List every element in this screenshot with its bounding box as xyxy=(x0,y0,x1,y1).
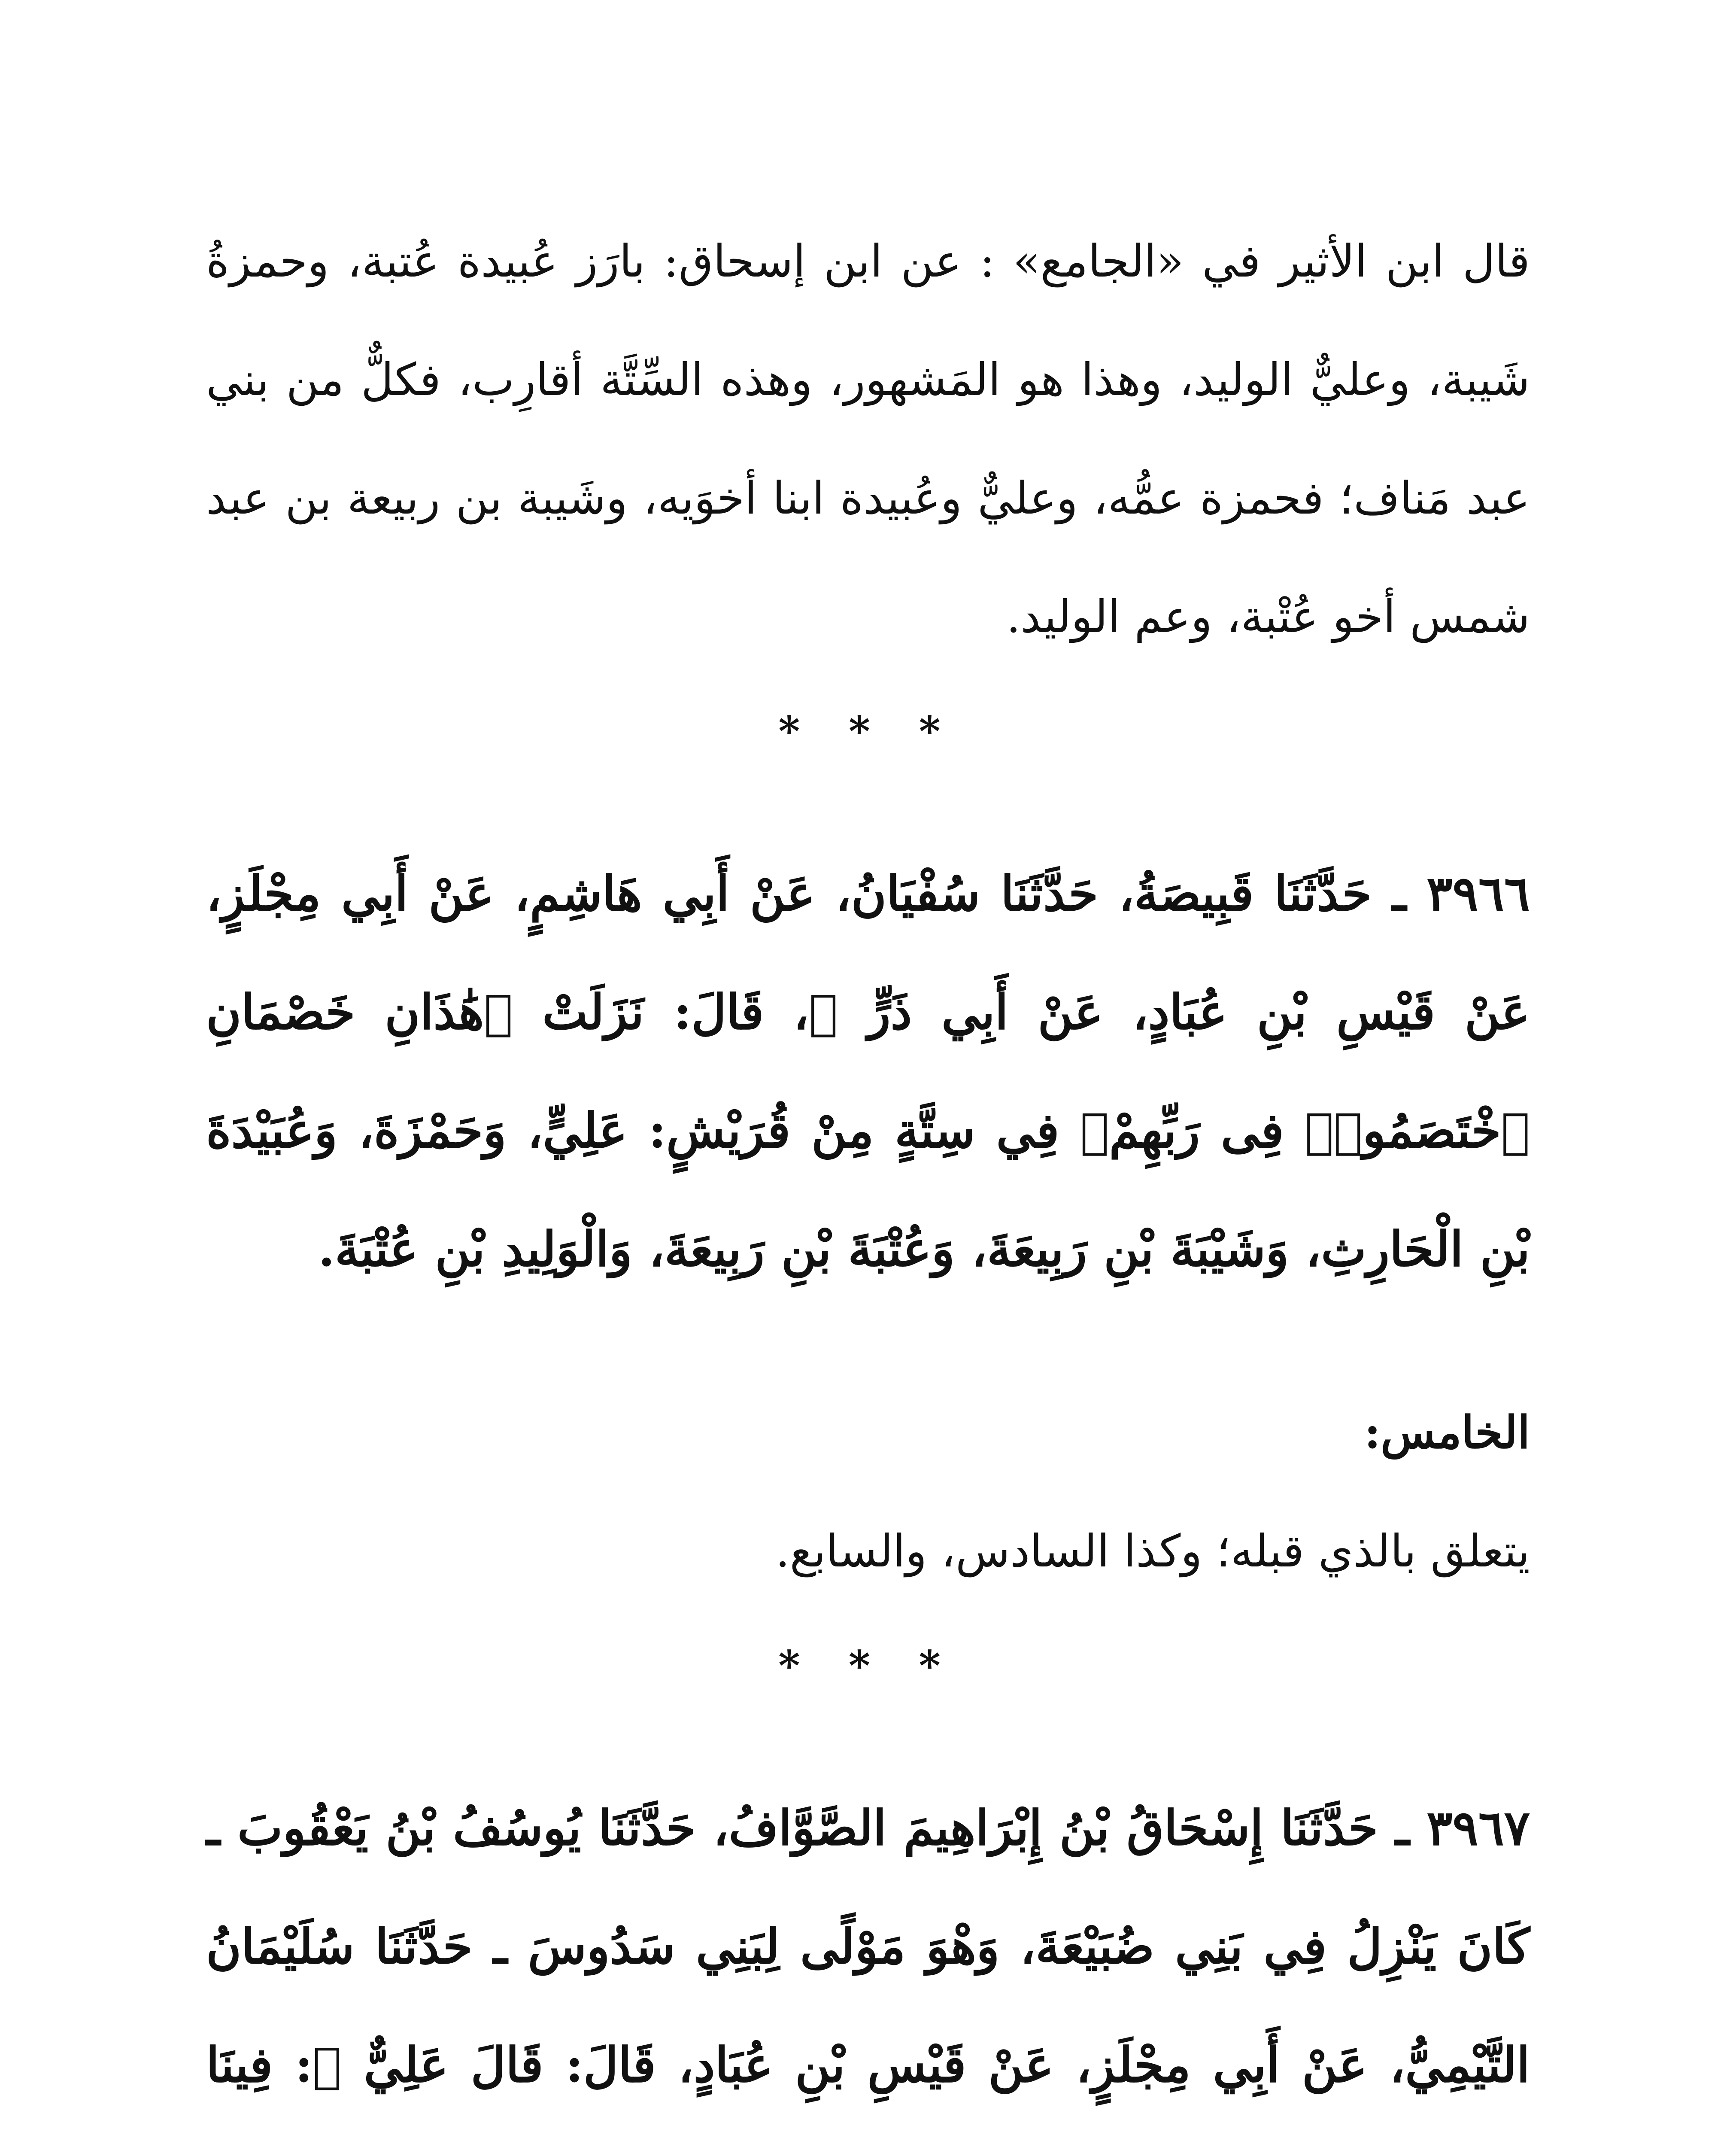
section-separator: * * * xyxy=(778,707,958,756)
fifth-text: يتعلق بالذي قبله؛ وكذا السادس، والسابع. xyxy=(775,1525,1530,1577)
page-content xyxy=(206,202,1530,2147)
hadith-3967: ٣٩٦٧ ـ حَدَّثَنَا إِسْحَاقُ بْنُ إِبْرَاهِيمَ الصَّوَّافُ، حَدَّثَنَا يُوسُفُ بْنُ يَعْقُوبَ ـ كَانَ يَنْزِلُ فِي بَنِي ضُبَيْعَةَ، وَهْوَ مَوْلًى لِبَنِي سَدُوسَ ـ حَدَّثَنَا سُلَيْمَانُ التَّيْمِيُّ، عَنْ أَبِي مِجْلَزٍ، عَنْ قَيْسِ بْنِ عُبَادٍ، قَالَ: قَالَ عَلِيٌّ ﷺ: فِينَا xyxy=(206,1800,1530,2093)
section-heading-fifth: الخامس: xyxy=(1364,1406,1530,1459)
section-separator-2: * * * xyxy=(778,1642,958,1690)
hadith-3966: ٣٩٦٦ ـ حَدَّثَنَا قَبِيصَةُ، حَدَّثَنَا سُفْيَانُ، عَنْ أَبِي هَاشِمٍ، عَنْ أَبِي مِجْلَزٍ، عَنْ قَيْسِ بْنِ عُبَادٍ، عَنْ أَبِي ذَرٍّ ﷺ، قَالَ: نَزَلَتْ ﴿هَٰذَانِ خَصْمَانِ ٱخْتَصَمُوا۟ فِى رَبِّهِمْ﴾ فِي سِتَّةٍ مِنْ قُرَيْشٍ: عَلِيٍّ، وَحَمْزَةَ، وَعُبَيْدَةَ بْنِ الْحَارِثِ، وَشَيْبَةَ بْنِ رَبِيعَةَ، وَعُتْبَةَ بْنِ رَبِيعَةَ، وَالْوَلِيدِ بْنِ عُتْبَةَ. xyxy=(206,866,1530,1277)
intro-paragraph: قال ابن الأثير في «الجامع» : عن ابن إسحاق: بارَز عُبيدة عُتبة، وحمزةُ شَيبة، وعليٌّ الوليد، وهذا هو المَشهور، وهذه السِّتَّة أقارِب، فكلٌّ من بني عبد مَناف؛ فحمزة عمُّه، وعليٌّ وعُبيدة ابنا أخوَيه، وشَيبة بن ربيعة بن عبد شمس أخو عُتْبة، وعم الوليد. xyxy=(206,235,1530,643)
